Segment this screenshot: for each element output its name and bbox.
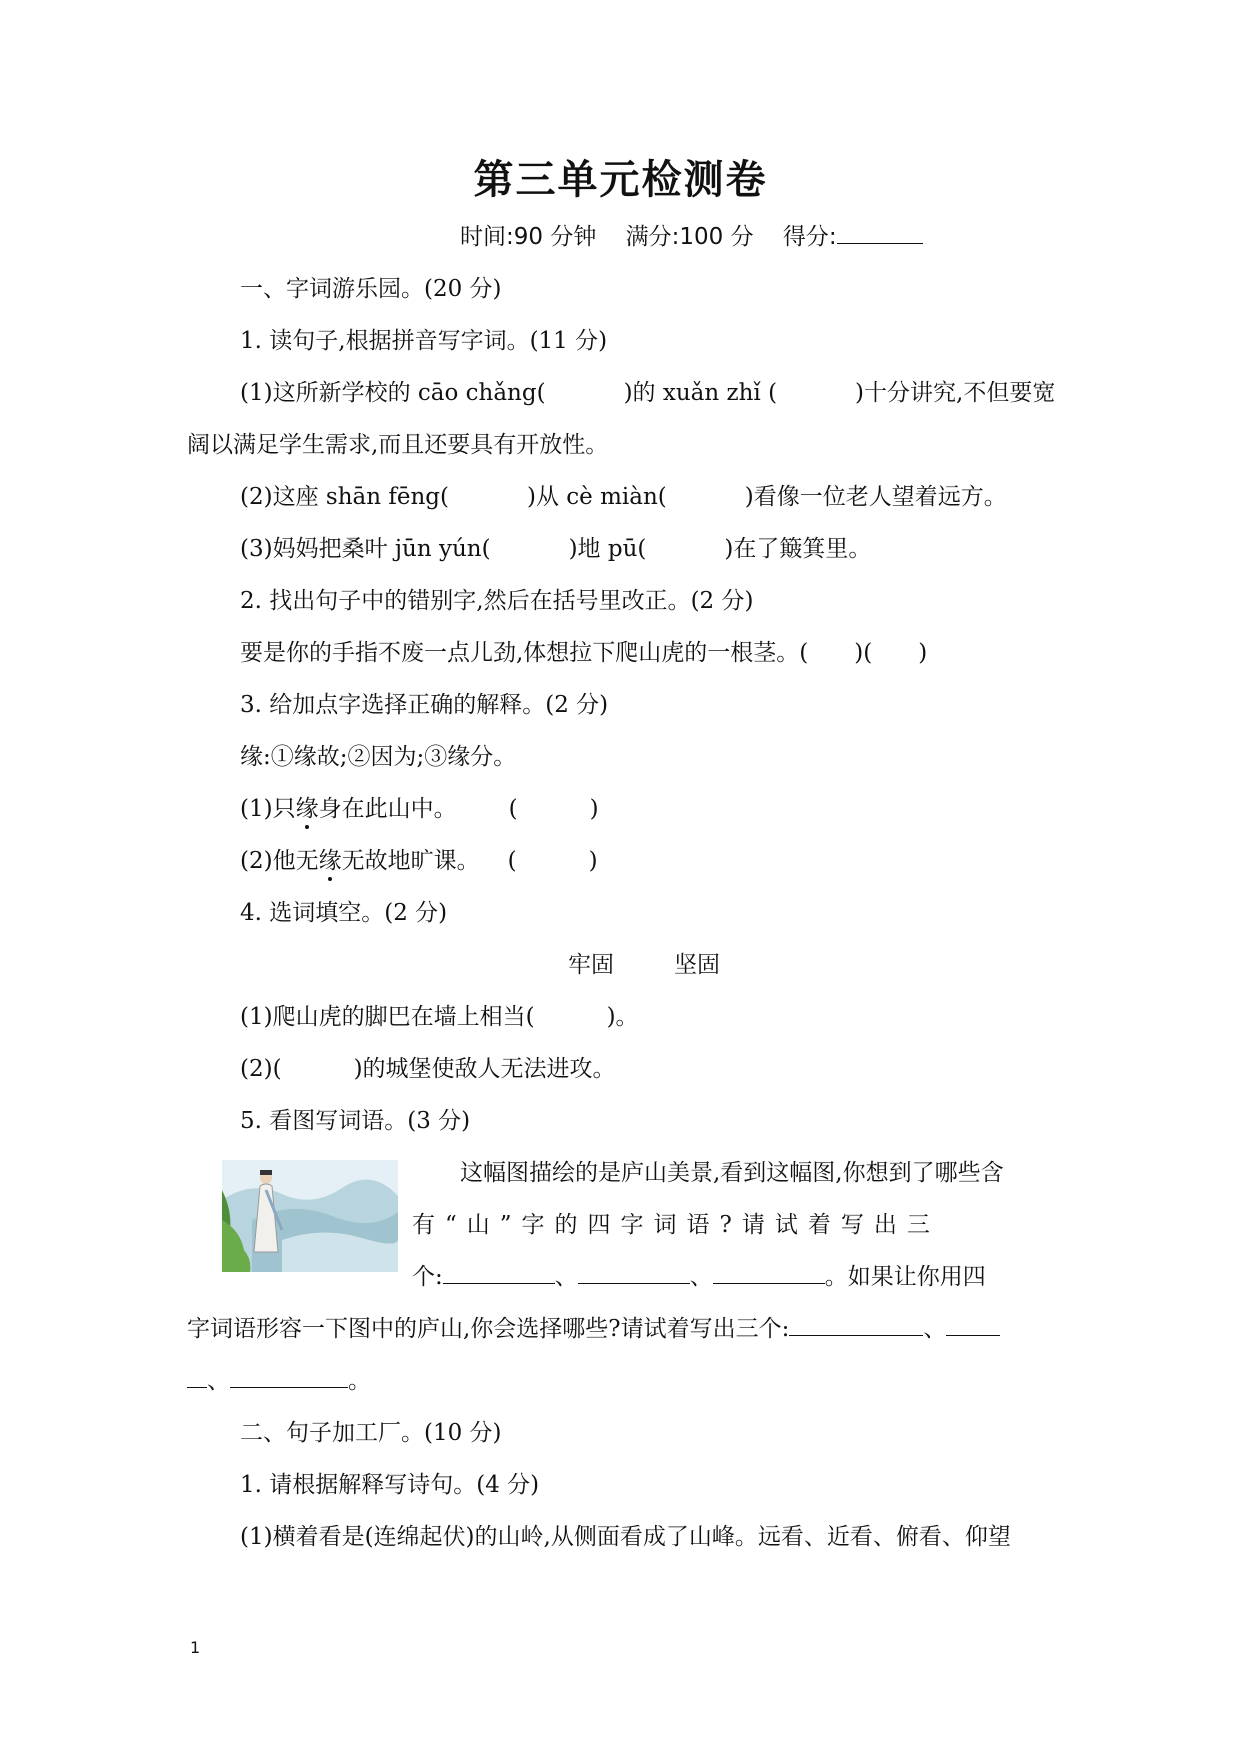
section2-heading: 二、句子加工厂。(10 分) — [240, 1420, 502, 1446]
q4-s2-post: )的城堡使敌人无法进攻。 — [353, 1056, 616, 1082]
q1-heading: 1. 读句子,根据拼音写字词。(11 分) — [240, 328, 608, 354]
paren-close: ) — [589, 796, 599, 822]
answer-blank[interactable] — [443, 1260, 555, 1284]
q5-paragraph-3 — [412, 1258, 986, 1291]
q2-paren-end: ) — [918, 640, 928, 666]
q1-sentence-1-cont: 阔以满足学生需求,而且还要具有开放性。 — [187, 432, 609, 458]
sep: 、 — [207, 1368, 230, 1394]
paren-close: ) — [588, 848, 598, 874]
dotted-char: 缘 — [319, 842, 342, 875]
q3-options: 缘:①缘故;②因为;③缘分。 — [240, 744, 517, 770]
q4-heading: 4. 选词填空。(2 分) — [240, 900, 448, 926]
q2-sentence — [240, 634, 927, 667]
q5-p3-post: 。如果让你用四 — [824, 1264, 986, 1290]
q3-s1-pre: (1)只 — [240, 796, 296, 822]
choice-1: 牢固 — [568, 952, 614, 978]
q1-sentence-1 — [240, 374, 1055, 407]
q1-s2-text-c: )看像一位老人望着远方。 — [744, 484, 1007, 510]
q5-heading: 5. 看图写词语。(3 分) — [240, 1108, 471, 1134]
q1-s3-text-c: )在了簸箕里。 — [724, 536, 872, 562]
q1-s1-text-a: (1)这所新学校的 cāo chǎng( — [240, 380, 546, 406]
time-limit: 时间:90 分钟 — [460, 224, 597, 250]
choice-2: 坚固 — [674, 952, 720, 978]
q1-s1-text-c: )十分讲究,不但要宽 — [855, 380, 1056, 406]
sep: 、 — [554, 1264, 578, 1290]
answer-blank[interactable] — [946, 1312, 1000, 1336]
paren-open: ( — [507, 848, 517, 874]
q5-paragraph-4 — [187, 1310, 1000, 1343]
q5-paragraph-2: 有“山”字的四字词语?请试着写出三 — [412, 1212, 940, 1238]
q1-s2-text-b: )从 cè miàn( — [526, 484, 667, 510]
answer-blank-cont[interactable] — [187, 1364, 207, 1388]
sep: 、 — [689, 1264, 713, 1290]
section2-q1-heading: 1. 请根据解释写诗句。(4 分) — [240, 1472, 540, 1498]
q3-s2-post: 无故地旷课。 — [341, 848, 480, 874]
q4-s2-pre: (2)( — [240, 1056, 282, 1082]
q4-s1-pre: (1)爬山虎的脚巴在墙上相当( — [240, 1004, 535, 1030]
q3-sentence-2 — [240, 842, 598, 875]
answer-blank[interactable] — [713, 1260, 825, 1284]
score-label: 得分: — [782, 224, 837, 250]
page-number: 1 — [190, 1638, 201, 1657]
lushan-illustration-svg — [222, 1160, 398, 1272]
section1-heading: 一、字词游乐园。(20 分) — [240, 276, 502, 302]
q1-s2-text-a: (2)这座 shān fēng( — [240, 484, 449, 510]
q2-heading: 2. 找出句子中的错别字,然后在括号里改正。(2 分) — [240, 588, 754, 614]
q3-s2-pre: (2)他无 — [240, 848, 319, 874]
q5-paragraph-5 — [187, 1362, 371, 1395]
dotted-char: 缘 — [296, 790, 319, 823]
q5-p3-pre: 个: — [412, 1264, 443, 1290]
q5-p5-end: 。 — [348, 1368, 371, 1394]
q1-sentence-3 — [240, 530, 871, 563]
q5-p4-text: 字词语形容一下图中的庐山,你会选择哪些?请试着写出三个: — [187, 1316, 790, 1342]
q1-s3-text-a: (3)妈妈把桑叶 jūn yún( — [240, 536, 491, 562]
paren-open: ( — [508, 796, 518, 822]
q1-sentence-2 — [240, 478, 1007, 511]
q1-s1-text-b: )的 xuǎn zhǐ ( — [623, 380, 778, 406]
q4-s1-post: )。 — [606, 1004, 639, 1030]
sep: 、 — [923, 1316, 947, 1342]
answer-blank[interactable] — [230, 1364, 348, 1388]
score-field[interactable] — [783, 224, 945, 250]
q4-sentence-1 — [240, 998, 639, 1031]
section2-q1-sentence-1: (1)横着看是(连绵起伏)的山岭,从侧面看成了山峰。远看、近看、俯看、仰望 — [240, 1524, 1011, 1550]
q3-heading: 3. 给加点字选择正确的解释。(2 分) — [240, 692, 609, 718]
page-title: 第三单元检测卷 — [473, 157, 768, 203]
lushan-illustration — [222, 1160, 398, 1272]
q5-paragraph-1: 这幅图描绘的是庐山美景,看到这幅图,你想到了哪些含 — [460, 1160, 1004, 1186]
q3-sentence-1 — [240, 790, 599, 823]
q4-choices — [568, 946, 780, 979]
q1-s3-text-b: )地 pū( — [568, 536, 647, 562]
q3-s1-post: 身在此山中。 — [318, 796, 457, 822]
exam-meta — [460, 218, 967, 251]
score-blank[interactable] — [837, 220, 923, 244]
q4-sentence-2 — [240, 1050, 616, 1083]
answer-blank[interactable] — [578, 1260, 690, 1284]
q2-paren-mid: )( — [854, 640, 873, 666]
q2-text: 要是你的手指不废一点儿劲,体想拉下爬山虎的一根茎。( — [240, 640, 809, 666]
answer-blank[interactable] — [789, 1312, 923, 1336]
full-score: 满分:100 分 — [625, 224, 754, 250]
